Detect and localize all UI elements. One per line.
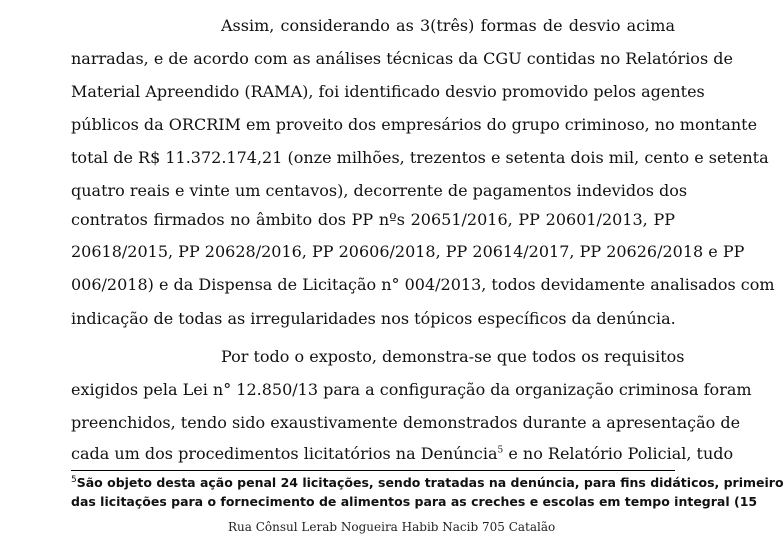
footnote-text-1: São objeto desta ação penal 24 licitações, sendo tratadas na denúncia, para fins didáticos, primeiro bbox=[76, 475, 784, 490]
footnote-reference[interactable]: 5 bbox=[497, 445, 504, 456]
footnote-line-1 bbox=[71, 474, 784, 491]
p1-line-10: indicação de todas as irregularidades nos tópicos específicos da denúncia. bbox=[71, 309, 676, 328]
p1-line-3: Material Apreendido (RAMA), foi identificado desvio promovido pelos agentes bbox=[71, 82, 705, 101]
p1-line-8: 20618/2015, PP 20628/2016, PP 20606/2018, PP 20614/2017, PP 20626/2018 e PP bbox=[71, 242, 745, 261]
footnote-line-2: das licitações para o fornecimento de alimentos para as creches e escolas em tempo integral (15 bbox=[71, 494, 758, 509]
footnote-separator bbox=[71, 470, 675, 471]
p1-line-9: 006/2018) e da Dispensa de Licitação n° 004/2013, todos devidamente analisados com bbox=[71, 275, 775, 294]
p1-line-5: total de R$ 11.372.174,21 (onze milhões, trezentos e setenta dois mil, cento e setenta bbox=[71, 148, 769, 167]
p1-line-4: públicos da ORCRIM em proveito dos empresários do grupo criminoso, no montante bbox=[71, 115, 758, 134]
p2-line-3: preenchidos, tendo sido exaustivamente demonstrados durante a apresentação de bbox=[71, 413, 741, 432]
p2-line-4-before: cada um dos procedimentos licitatórios na Denúncia bbox=[71, 444, 498, 463]
page-footer-address: Rua Cônsul Lerab Nogueira Habib Nacib 705 Catalão bbox=[228, 520, 556, 534]
footnote-number: 5 bbox=[71, 474, 77, 485]
p1-line-6: quatro reais e vinte um centavos), decorrente de pagamentos indevidos dos bbox=[71, 181, 688, 200]
p2-line-4 bbox=[71, 444, 734, 464]
p2-line-1: Por todo o exposto, demonstra-se que todos os requisitos bbox=[221, 347, 685, 366]
p2-line-4-after: e no Relatório Policial, tudo bbox=[503, 444, 734, 463]
p2-line-2: exigidos pela Lei n° 12.850/13 para a configuração da organização criminosa foram bbox=[71, 380, 752, 399]
p1-line-2: narradas, e de acordo com as análises técnicas da CGU contidas no Relatórios de bbox=[71, 49, 733, 68]
p1-line-7: contratos firmados no âmbito dos PP nºs 20651/2016, PP 20601/2013, PP bbox=[71, 210, 675, 229]
p1-line-1: Assim, considerando as 3(três) formas de desvio acima bbox=[221, 16, 675, 35]
